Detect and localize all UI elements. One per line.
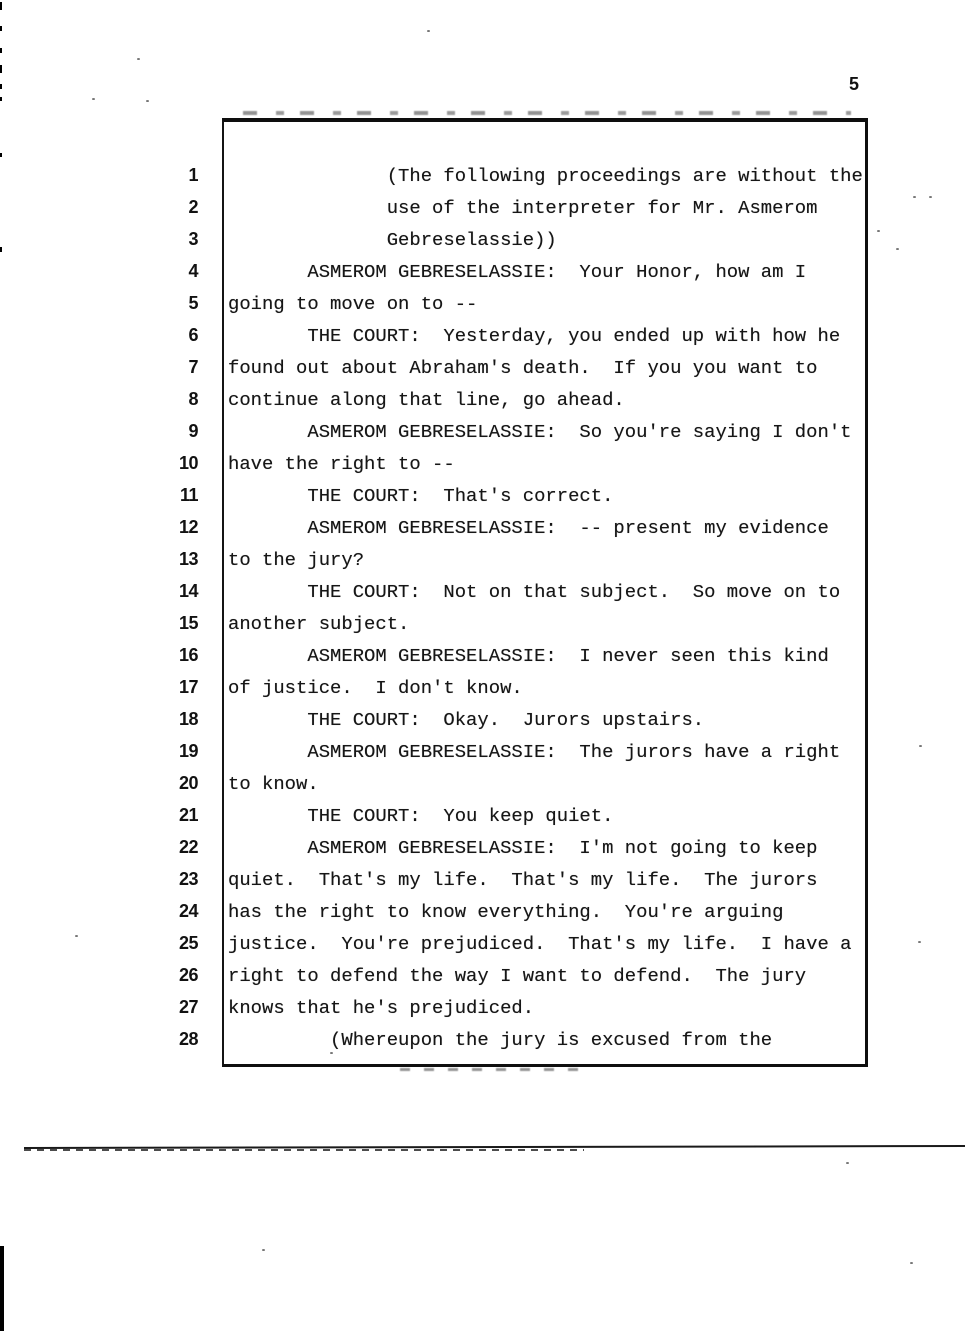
transcript-line [0,543,969,575]
line-text: quiet. That's my life. That's my life. The jurors [228,869,818,891]
transcript-line [0,607,969,639]
line-text: ASMEROM GEBRESELASSIE: Your Honor, how am I [228,261,807,283]
line-text: ASMEROM GEBRESELASSIE: I'm not going to keep [228,837,818,859]
page-number: 5 [848,74,859,94]
transcript-line [0,159,969,191]
scan-speck [846,1162,849,1164]
line-number: 8 [188,389,198,409]
scan-speck [427,30,430,32]
line-text: THE COURT: You keep quiet. [228,805,614,827]
line-number: 28 [178,1029,198,1049]
transcript-line [0,351,969,383]
line-number: 10 [178,453,198,473]
transcript-line [0,383,969,415]
line-number: 5 [188,293,198,313]
transcript-line [0,927,969,959]
scan-speck [137,58,140,60]
paper-edge-tick [0,2,2,10]
scan-speck [910,1262,913,1264]
line-number: 18 [178,709,198,729]
scan-speck [919,745,922,747]
paper-edge-tick [0,247,2,252]
line-text: ASMEROM GEBRESELASSIE: The jurors have a right [228,741,841,763]
transcript-line [0,895,969,927]
line-number: 22 [178,837,198,857]
line-number: 20 [178,773,198,793]
line-number: 17 [178,677,198,697]
transcript-line [0,415,969,447]
scan-speck [262,1249,265,1251]
transcript-line [0,991,969,1023]
paper-corner-mark [0,1246,4,1331]
transcript-line [0,479,969,511]
scan-speck [877,230,880,232]
line-number: 3 [188,229,198,249]
line-text: (The following proceedings are without the [228,165,863,187]
line-number: 4 [188,261,198,281]
transcript-line [0,223,969,255]
line-number: 16 [178,645,198,665]
line-text: THE COURT: That's correct. [228,485,614,507]
paper-edge-tick [0,48,2,53]
line-number: 25 [178,933,198,953]
line-number: 9 [188,421,198,441]
transcript-line [0,255,969,287]
line-number: 2 [188,197,198,217]
line-text: justice. You're prejudiced. That's my life. I have a [228,933,852,955]
line-text: to the jury? [228,549,365,571]
line-text: use of the interpreter for Mr. Asmerom [228,197,818,219]
transcript-line [0,735,969,767]
line-text: ASMEROM GEBRESELASSIE: So you're saying I don't [228,421,852,443]
line-number: 12 [178,517,198,537]
transcript-line [0,191,969,223]
transcript-lines [0,159,969,1055]
transcript-line [0,799,969,831]
line-text: (Whereupon the jury is excused from the [228,1029,773,1051]
line-text: Gebreselassie)) [228,229,557,251]
line-number: 27 [178,997,198,1017]
transcript-line [0,575,969,607]
scan-speck [146,100,149,102]
scan-smudge-bottom [400,1068,580,1071]
transcript-line [0,671,969,703]
line-text: ASMEROM GEBRESELASSIE: -- present my evidence [228,517,829,539]
line-text: have the right to -- [228,453,455,475]
line-text: found out about Abraham's death. If you you want to [228,357,818,379]
line-number: 26 [178,965,198,985]
scan-speck [330,1052,333,1054]
line-number: 21 [178,805,198,825]
line-text: THE COURT: Not on that subject. So move on to [228,581,841,603]
line-number: 6 [188,325,198,345]
transcript-line [0,447,969,479]
transcript-line [0,703,969,735]
transcript-line [0,287,969,319]
scan-speck [92,98,95,100]
line-text: another subject. [228,613,410,635]
line-number: 1 [188,165,198,185]
transcript-line [0,959,969,991]
scan-speck [929,196,932,198]
paper-edge-tick [0,153,2,157]
line-number: 7 [188,357,198,377]
transcript-line [0,639,969,671]
scan-fold-line-dashes [24,1149,584,1151]
scan-speck [913,196,916,198]
line-number: 23 [178,869,198,889]
paper-edge-tick [0,26,2,31]
line-text: knows that he's prejudiced. [228,997,535,1019]
line-number: 19 [178,741,198,761]
paper-edge-tick [0,65,2,73]
transcript-line [0,511,969,543]
line-text: THE COURT: Yesterday, you ended up with how he [228,325,841,347]
line-text: of justice. I don't know. [228,677,523,699]
paper-edge-tick [0,84,2,89]
line-number: 11 [179,485,198,505]
line-text: ASMEROM GEBRESELASSIE: I never seen this kind [228,645,829,667]
scan-smudge-top [243,111,851,115]
transcript-line [0,1023,969,1055]
line-text: continue along that line, go ahead. [228,389,625,411]
scan-speck [75,935,78,937]
transcript-line [0,831,969,863]
transcript-line [0,319,969,351]
transcript-line [0,767,969,799]
line-number: 13 [178,549,198,569]
scan-speck [896,248,899,250]
line-text: THE COURT: Okay. Jurors upstairs. [228,709,705,731]
transcript-line [0,863,969,895]
scan-speck [918,941,921,943]
line-number: 14 [178,581,198,601]
line-number: 15 [178,613,198,633]
line-text: has the right to know everything. You're arguing [228,901,784,923]
line-text: to know. [228,773,319,795]
paper-edge-tick [0,97,2,101]
line-number: 24 [178,901,198,921]
line-text: going to move on to -- [228,293,478,315]
line-text: right to defend the way I want to defend. The jury [228,965,807,987]
